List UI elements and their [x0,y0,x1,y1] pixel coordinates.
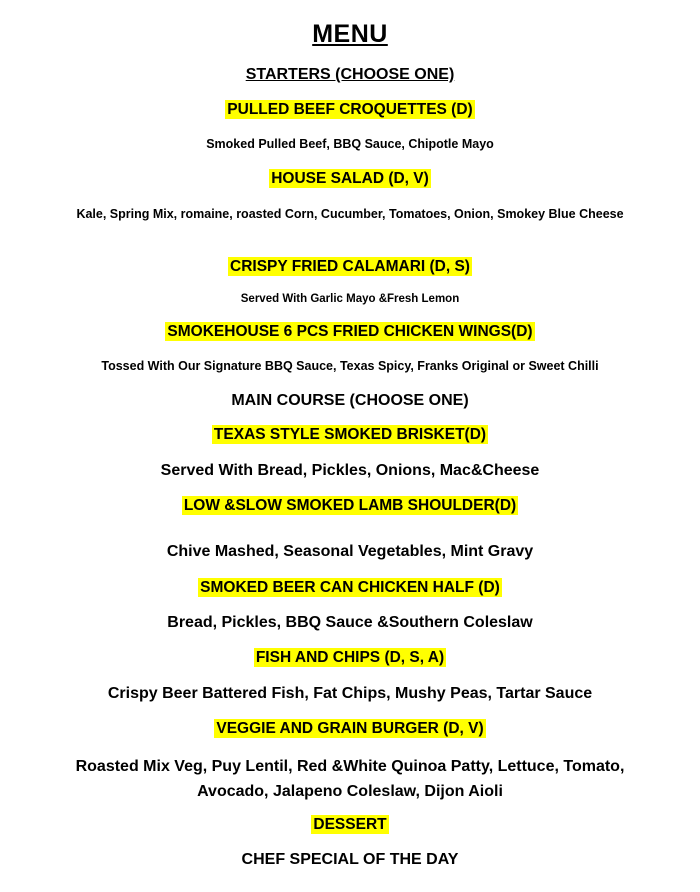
main-item-name [0,497,700,515]
highlight: DESSERT [313,816,387,833]
starter-item-description: Tossed With Our Signature BBQ Sauce, Texas Spicy, Franks Original or Sweet Chilli [101,359,599,373]
main-item-description: Chive Mashed, Seasonal Vegetables, Mint Gravy [166,543,534,560]
dessert-description: CHEF SPECIAL OF THE DAY [241,851,459,868]
menu-title: MENU [312,20,388,48]
highlight: SMOKED BEER CAN CHICKEN HALF (D) [200,579,500,596]
dessert-heading [0,816,700,834]
starter-item-name [0,323,700,341]
main-item-description: Bread, Pickles, BBQ Sauce &Southern Coleslaw [167,614,533,631]
highlight: PULLED BEEF CROQUETTES (D) [227,101,473,118]
main-item-description: Roasted Mix Veg, Puy Lentil, Red &White Quinoa Patty, Lettuce, Tomato, Avocado, Jalapeno Coleslaw, Dijon Aioli [75,758,625,800]
starter-item-description: Served With Garlic Mayo &Fresh Lemon [240,293,460,305]
main-item-name [0,579,700,597]
highlight: TEXAS STYLE SMOKED BRISKET(D) [213,426,487,443]
starter-item-name [0,258,700,276]
starter-item-description: Smoked Pulled Beef, BBQ Sauce, Chipotle Mayo [206,137,494,151]
main-course-heading: MAIN COURSE (CHOOSE ONE) [231,392,469,409]
highlight: LOW &SLOW SMOKED LAMB SHOULDER(D) [183,497,517,514]
highlight: FISH AND CHIPS (D, S, A) [255,649,445,666]
highlight: HOUSE SALAD (D, V) [271,170,429,187]
main-item-name [0,720,700,738]
main-item-name [0,649,700,667]
highlight: SMOKEHOUSE 6 PCS FRIED CHICKEN WINGS(D) [167,323,533,340]
highlight: CRISPY FRIED CALAMARI (D, S) [230,258,470,275]
highlight: VEGGIE AND GRAIN BURGER (D, V) [216,720,484,737]
starter-item-name [0,170,700,188]
main-item-name [0,426,700,444]
main-item-description: Crispy Beer Battered Fish, Fat Chips, Mushy Peas, Tartar Sauce [107,685,593,702]
starters-heading: STARTERS (CHOOSE ONE) [245,66,455,83]
starter-item-name [0,101,700,119]
main-item-description: Served With Bread, Pickles, Onions, Mac&Cheese [160,462,540,479]
starter-item-description: Kale, Spring Mix, romaine, roasted Corn, Cucumber, Tomatoes, Onion, Smokey Blue Cheese [76,207,624,221]
